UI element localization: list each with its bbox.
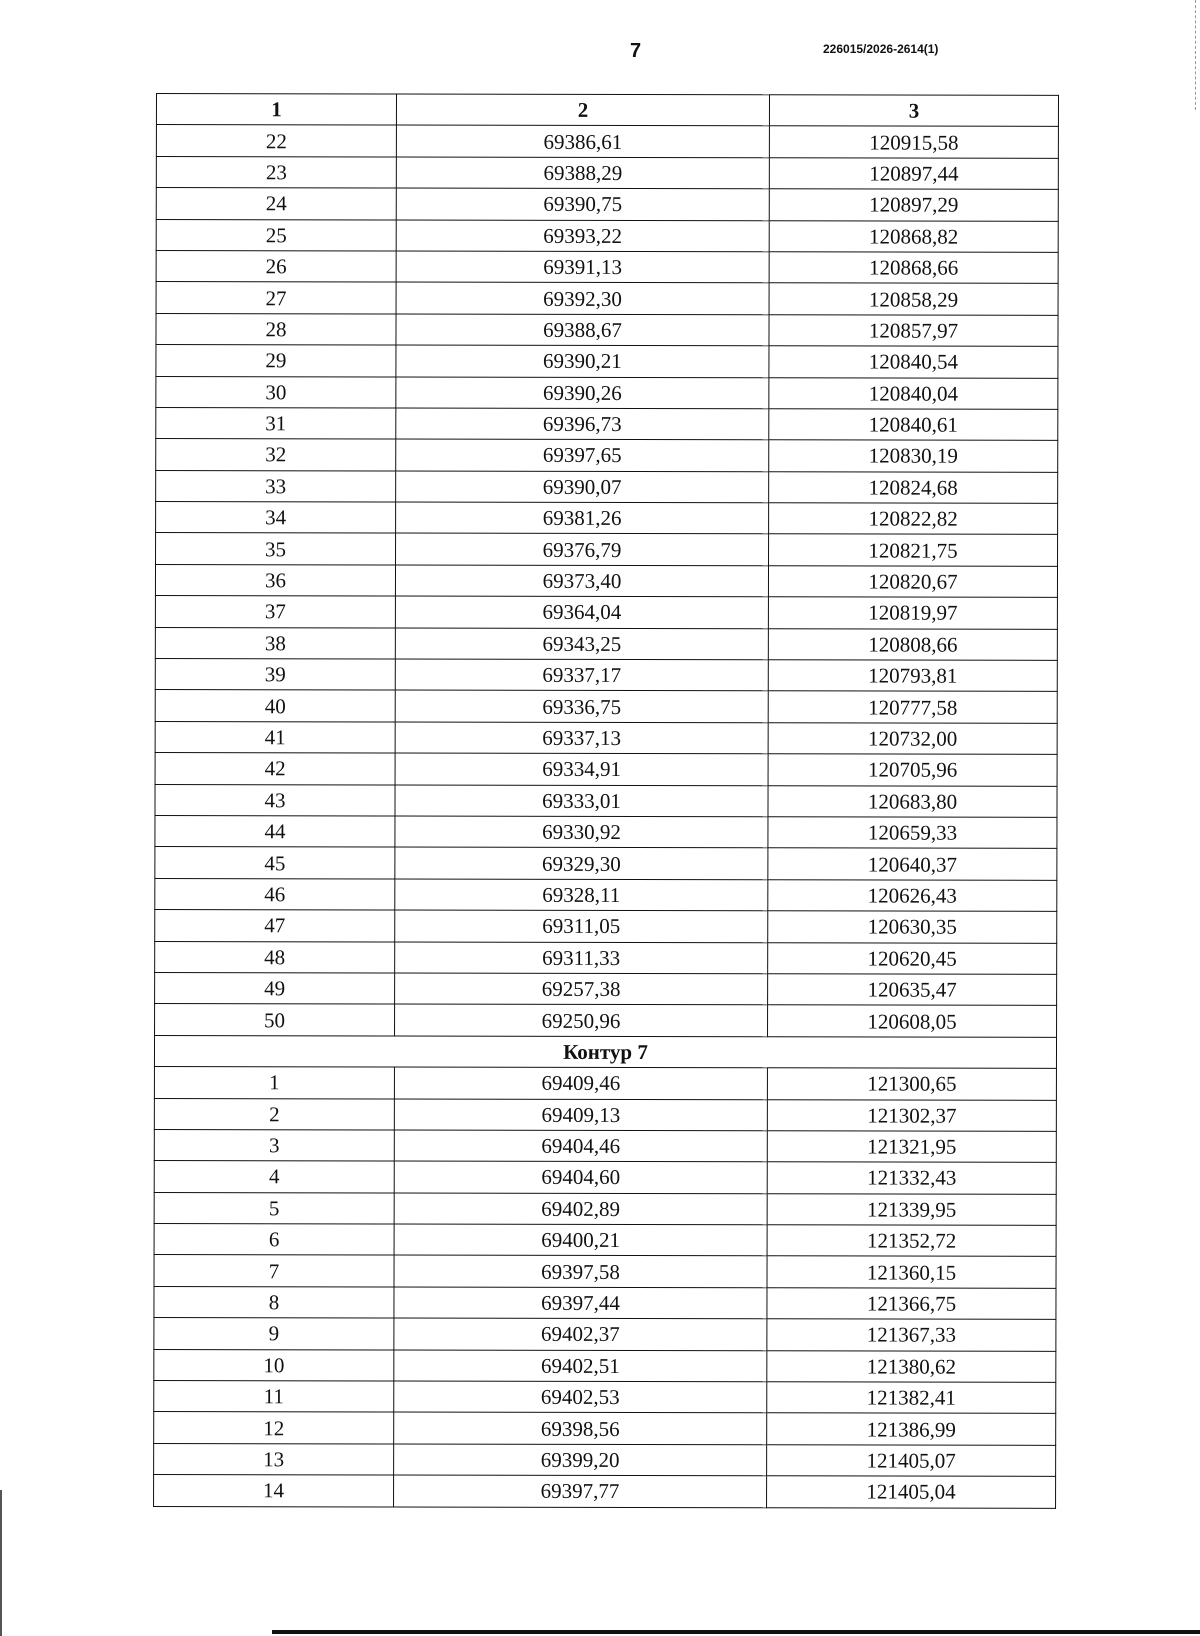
coordinate-x-cell: 69409,46 [394, 1067, 767, 1099]
document-id: 226015/2026-2614(1) [823, 42, 939, 56]
point-number-cell: 39 [155, 659, 395, 691]
coordinate-y-cell: 120840,54 [769, 346, 1058, 378]
coordinate-y-cell: 121405,04 [767, 1476, 1056, 1508]
coordinate-x-cell: 69257,38 [395, 973, 768, 1005]
point-number-cell: 5 [154, 1192, 394, 1224]
point-number-cell: 48 [155, 941, 395, 973]
point-number-cell: 36 [155, 564, 395, 596]
coordinate-y-cell: 120897,29 [769, 189, 1058, 221]
table-row [155, 659, 1057, 692]
point-number-cell: 22 [156, 125, 396, 157]
coordinate-y-cell: 120857,97 [769, 315, 1058, 347]
coordinate-x-cell: 69336,75 [395, 690, 768, 722]
section-title: Контур 7 [154, 1035, 1056, 1068]
table-row [156, 219, 1058, 252]
coordinate-y-cell: 120822,82 [769, 503, 1058, 535]
coordinate-y-cell: 120840,04 [769, 377, 1058, 409]
point-number-cell: 12 [154, 1412, 394, 1444]
table-row [154, 1412, 1056, 1445]
table-row [156, 156, 1058, 189]
coordinate-x-cell: 69396,73 [396, 408, 769, 440]
coordinate-y-cell: 120659,33 [768, 817, 1057, 849]
table-row [154, 1475, 1056, 1508]
coordinate-x-cell: 69402,53 [394, 1381, 767, 1413]
point-number-cell: 46 [155, 878, 395, 910]
table-row [154, 1255, 1056, 1288]
section-row [154, 1035, 1056, 1068]
coordinate-y-cell: 120620,45 [768, 942, 1057, 974]
coordinate-y-cell: 121302,37 [767, 1099, 1056, 1131]
point-number-cell: 33 [156, 470, 396, 502]
table-row [156, 345, 1058, 378]
point-number-cell: 45 [155, 847, 395, 879]
point-number-cell: 31 [156, 407, 396, 439]
scan-bottom-bar [272, 1630, 1200, 1634]
point-number-cell: 26 [156, 250, 396, 282]
table-row [154, 1192, 1056, 1225]
point-number-cell: 37 [155, 596, 395, 628]
table-row [154, 1443, 1056, 1476]
table-row [156, 250, 1058, 283]
point-number-cell: 35 [156, 533, 396, 565]
coordinate-x-cell: 69400,21 [394, 1224, 767, 1256]
coordinate-y-cell: 121321,95 [767, 1131, 1056, 1163]
coordinate-x-cell: 69397,65 [396, 439, 769, 471]
point-number-cell: 40 [155, 690, 395, 722]
coordinate-x-cell: 69404,60 [394, 1161, 767, 1193]
coordinate-x-cell: 69390,07 [396, 471, 769, 503]
coordinate-y-cell: 120820,67 [768, 566, 1057, 598]
coordinate-x-cell: 69398,56 [394, 1412, 767, 1444]
coordinate-y-cell: 120635,47 [768, 974, 1057, 1006]
table-row [155, 815, 1057, 848]
coordinate-y-cell: 120630,35 [768, 911, 1057, 943]
coordinate-x-cell: 69393,22 [396, 220, 769, 252]
point-number-cell: 30 [156, 376, 396, 408]
coordinate-x-cell: 69390,21 [396, 345, 769, 377]
point-number-cell: 14 [154, 1475, 394, 1507]
coordinate-x-cell: 69364,04 [395, 596, 768, 628]
point-number-cell: 23 [156, 156, 396, 188]
table-row [155, 690, 1057, 723]
coordinate-x-cell: 69334,91 [395, 753, 768, 785]
point-number-cell: 10 [154, 1349, 394, 1381]
table-row [155, 910, 1057, 943]
coordinate-y-cell: 121332,43 [767, 1162, 1056, 1194]
table-row [155, 972, 1057, 1005]
table-row [156, 533, 1058, 566]
table-row [156, 439, 1058, 472]
point-number-cell: 3 [154, 1129, 394, 1161]
coordinate-y-cell: 120626,43 [768, 880, 1057, 912]
point-number-cell: 11 [154, 1381, 394, 1413]
table-row [155, 784, 1057, 817]
table-row [155, 596, 1057, 629]
coordinate-y-cell: 120868,66 [769, 252, 1058, 284]
coordinate-x-cell: 69376,79 [396, 533, 769, 565]
point-number-cell: 6 [154, 1224, 394, 1256]
coordinate-y-cell: 120840,61 [769, 409, 1058, 441]
point-number-cell: 24 [156, 188, 396, 220]
coordinate-x-cell: 69388,29 [396, 157, 769, 189]
coordinates-table [153, 93, 1059, 1508]
scan-left-edge-mark [0, 1490, 2, 1636]
coordinate-y-cell: 120824,68 [769, 471, 1058, 503]
table-row [155, 564, 1057, 597]
point-number-cell: 43 [155, 784, 395, 816]
coordinate-y-cell: 120793,81 [768, 660, 1057, 692]
coordinate-x-cell: 69329,30 [395, 847, 768, 879]
point-number-cell: 25 [156, 219, 396, 251]
table-row [156, 376, 1058, 409]
coordinate-y-cell: 121366,75 [767, 1288, 1056, 1320]
point-number-cell: 32 [156, 439, 396, 471]
table-row [154, 1224, 1056, 1257]
point-number-cell: 49 [155, 972, 395, 1004]
point-number-cell: 2 [154, 1098, 394, 1130]
coordinate-y-cell: 120858,29 [769, 283, 1058, 315]
coordinate-y-cell: 120897,44 [769, 158, 1058, 190]
table-row [154, 1349, 1056, 1382]
coordinate-y-cell: 120732,00 [768, 723, 1057, 755]
table-row [156, 125, 1058, 158]
scan-right-edge-mark [1195, 0, 1200, 110]
coordinate-x-cell: 69373,40 [395, 565, 768, 597]
coordinate-y-cell: 120830,19 [769, 440, 1058, 472]
column-header-1: 1 [156, 94, 396, 126]
table-row [156, 282, 1058, 315]
point-number-cell: 38 [155, 627, 395, 659]
coordinate-x-cell: 69404,46 [394, 1130, 767, 1162]
coordinate-y-cell: 120608,05 [768, 1005, 1057, 1037]
table-row [156, 313, 1058, 346]
table-body [154, 125, 1059, 1508]
coordinate-x-cell: 69388,67 [396, 314, 769, 346]
coordinate-x-cell: 69343,25 [395, 628, 768, 660]
coordinate-y-cell: 121367,33 [767, 1319, 1056, 1351]
table-row [154, 1161, 1056, 1194]
page-number: 7 [630, 40, 642, 62]
coordinate-x-cell: 69397,77 [394, 1475, 767, 1507]
coordinate-x-cell: 69386,61 [396, 125, 769, 157]
coordinate-x-cell: 69390,75 [396, 188, 769, 220]
coordinate-y-cell: 121352,72 [767, 1225, 1056, 1257]
coordinate-x-cell: 69402,37 [394, 1318, 767, 1350]
point-number-cell: 4 [154, 1161, 394, 1193]
point-number-cell: 47 [155, 910, 395, 942]
point-number-cell: 7 [154, 1255, 394, 1287]
point-number-cell: 41 [155, 721, 395, 753]
point-number-cell: 34 [156, 502, 396, 534]
coordinate-x-cell: 69328,11 [395, 879, 768, 911]
coordinate-y-cell: 120777,58 [768, 691, 1057, 723]
coordinate-x-cell: 69409,13 [394, 1099, 767, 1131]
coordinate-y-cell: 120640,37 [768, 848, 1057, 880]
point-number-cell: 13 [154, 1443, 394, 1475]
point-number-cell: 1 [154, 1067, 394, 1099]
coordinate-x-cell: 69399,20 [394, 1444, 767, 1476]
coordinate-y-cell: 120808,66 [768, 628, 1057, 660]
table-row [155, 753, 1057, 786]
coordinate-y-cell: 120819,97 [768, 597, 1057, 629]
coordinate-y-cell: 121300,65 [767, 1068, 1056, 1100]
table-row [156, 188, 1058, 221]
table-row [154, 1098, 1056, 1131]
coordinate-x-cell: 69391,13 [396, 251, 769, 283]
table-row [154, 1067, 1056, 1100]
coordinate-x-cell: 69392,30 [396, 282, 769, 314]
column-header-2: 2 [396, 94, 769, 126]
table-row [156, 470, 1058, 503]
coordinate-y-cell: 121339,95 [767, 1193, 1056, 1225]
coordinate-y-cell: 120821,75 [769, 534, 1058, 566]
coordinate-x-cell: 69390,26 [396, 377, 769, 409]
point-number-cell: 29 [156, 345, 396, 377]
coordinate-x-cell: 69381,26 [396, 502, 769, 534]
table-row [156, 407, 1058, 440]
point-number-cell: 44 [155, 815, 395, 847]
table-row [155, 878, 1057, 911]
coordinate-x-cell: 69397,44 [394, 1287, 767, 1319]
column-header-3: 3 [769, 95, 1058, 127]
coordinate-y-cell: 121386,99 [767, 1413, 1056, 1445]
point-number-cell: 28 [156, 313, 396, 345]
coordinate-x-cell: 69250,96 [395, 1004, 768, 1036]
table-row [154, 1129, 1056, 1162]
coordinate-y-cell: 120868,82 [769, 220, 1058, 252]
table-row [154, 1318, 1056, 1351]
table-row [155, 1004, 1057, 1037]
coordinate-y-cell: 121360,15 [767, 1256, 1056, 1288]
point-number-cell: 27 [156, 282, 396, 314]
table-row [155, 941, 1057, 974]
table-row [154, 1381, 1056, 1414]
coordinate-x-cell: 69333,01 [395, 785, 768, 817]
coordinate-x-cell: 69397,58 [394, 1255, 767, 1287]
coordinate-y-cell: 121382,41 [767, 1382, 1056, 1414]
coordinate-x-cell: 69311,05 [395, 910, 768, 942]
coordinate-y-cell: 120915,58 [769, 126, 1058, 158]
table-row [156, 502, 1058, 535]
point-number-cell: 50 [155, 1004, 395, 1036]
table-row [155, 847, 1057, 880]
coordinate-y-cell: 120683,80 [768, 785, 1057, 817]
coordinate-x-cell: 69330,92 [395, 816, 768, 848]
point-number-cell: 9 [154, 1318, 394, 1350]
point-number-cell: 8 [154, 1286, 394, 1318]
point-number-cell: 42 [155, 753, 395, 785]
coordinate-y-cell: 121380,62 [767, 1350, 1056, 1382]
table-row [155, 627, 1057, 660]
coordinate-x-cell: 69311,33 [395, 942, 768, 974]
table-row [155, 721, 1057, 754]
table-header-row [156, 94, 1058, 127]
coordinate-x-cell: 69337,13 [395, 722, 768, 754]
coordinate-y-cell: 120705,96 [768, 754, 1057, 786]
coordinate-x-cell: 69402,51 [394, 1350, 767, 1382]
coordinate-y-cell: 121405,07 [767, 1445, 1056, 1477]
table-row [154, 1286, 1056, 1319]
coordinate-x-cell: 69402,89 [394, 1193, 767, 1225]
coordinate-x-cell: 69337,17 [395, 659, 768, 691]
